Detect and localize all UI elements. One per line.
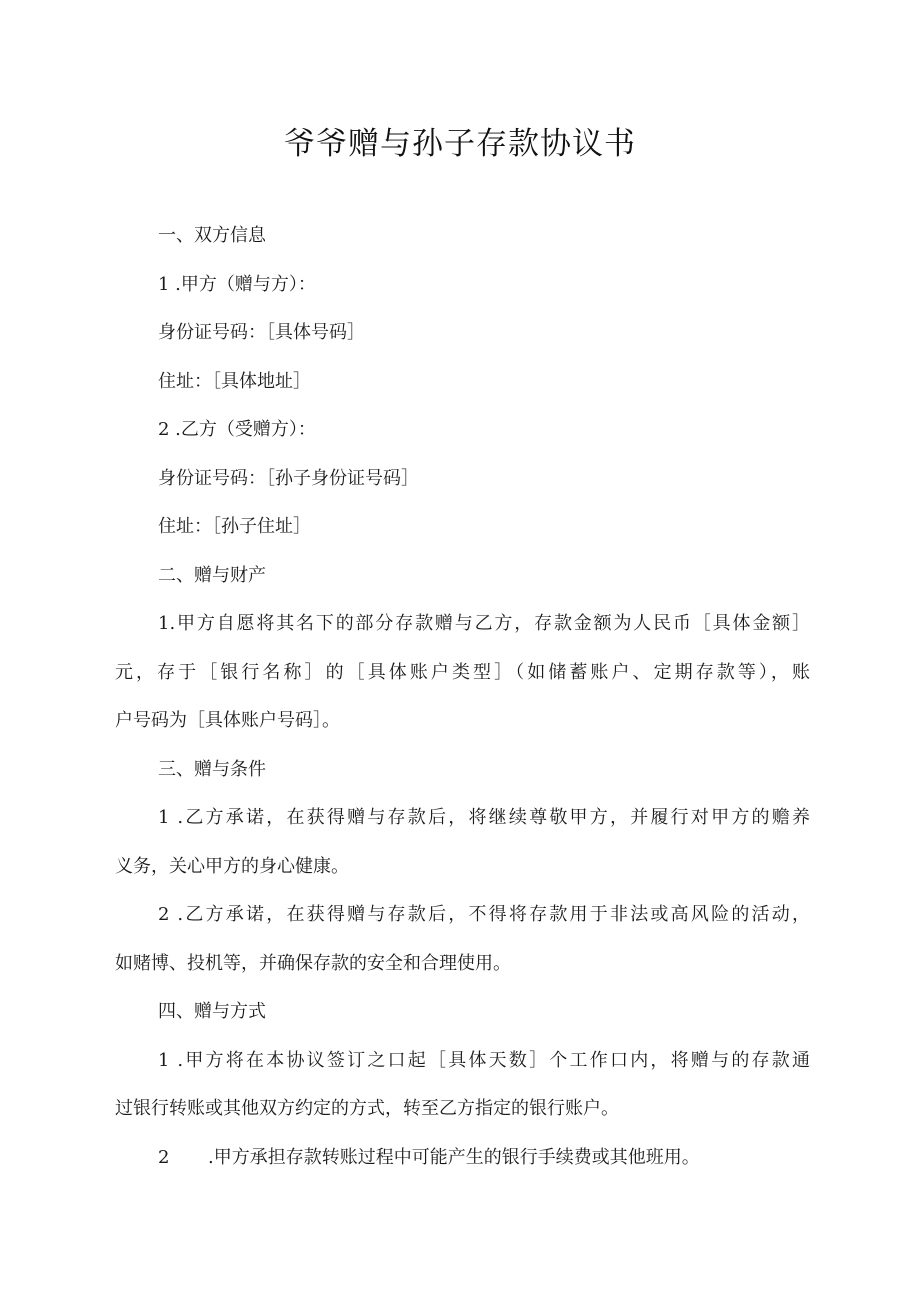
document-title: 爷爷赠与孙子存款协议书: [284, 126, 636, 162]
condition-1-line-2: 义务，关心甲方的身心健康。: [115, 855, 349, 877]
document-body: [115, 212, 810, 1182]
method-1-line-1: 1 .甲方将在本协议签订之口起［具体天数］个工作口内，将赠与的存款通: [158, 1049, 810, 1071]
section-heading-1: 一、双方信息: [158, 225, 266, 246]
gift-property-line-2: 元，存于［银行名称］的［具体账户类型］（如储蓄账户、定期存款等），账: [115, 661, 810, 683]
section-heading-3: 三、赠与条件: [158, 758, 266, 780]
party-b-address: 住址：［孙子住址］: [158, 516, 311, 537]
condition-2-line-1: 2 .乙方承诺，在获得赠与存款后，不得将存款用于非法或高风险的活动，: [158, 904, 810, 925]
party-b-id: 身份证号码：［孙子身份证号码］: [158, 467, 419, 489]
party-a-address: 住址：［具体地址］: [158, 370, 311, 392]
gift-property-line-3: 户号码为［具体账户号码］。: [115, 710, 340, 731]
condition-1-line-1: 1 .乙方承诺，在获得赠与存款后，将继续尊敬甲方，并履行对甲方的赡养: [158, 807, 810, 828]
gift-property-line-1: 1.甲方自愿将其名下的部分存款赠与乙方，存款金额为人民币［具体金额］: [158, 613, 810, 634]
section-heading-4: 四、赠与方式: [158, 1001, 266, 1022]
party-a-label: 1 .甲方（赠与方）：: [158, 273, 316, 295]
party-b-label: 2 .乙方（受赠方）：: [158, 419, 316, 440]
method-1-line-2: 过银行转账或其他双方约定的方式，转至乙方指定的银行账户。: [115, 1098, 619, 1119]
condition-2-line-2: 如赌博、投机等，并确保存款的安全和合理使用。: [115, 952, 511, 974]
method-2-text: .甲方承担存款转账过程中可能产生的银行手续费或其他班用。: [208, 1146, 700, 1168]
party-a-id: 身份证号码：［具体号码］: [158, 322, 365, 343]
method-2-number: 2: [158, 1146, 170, 1168]
section-heading-2: 二、赠与财产: [158, 564, 266, 586]
method-2-line: [115, 1134, 810, 1183]
